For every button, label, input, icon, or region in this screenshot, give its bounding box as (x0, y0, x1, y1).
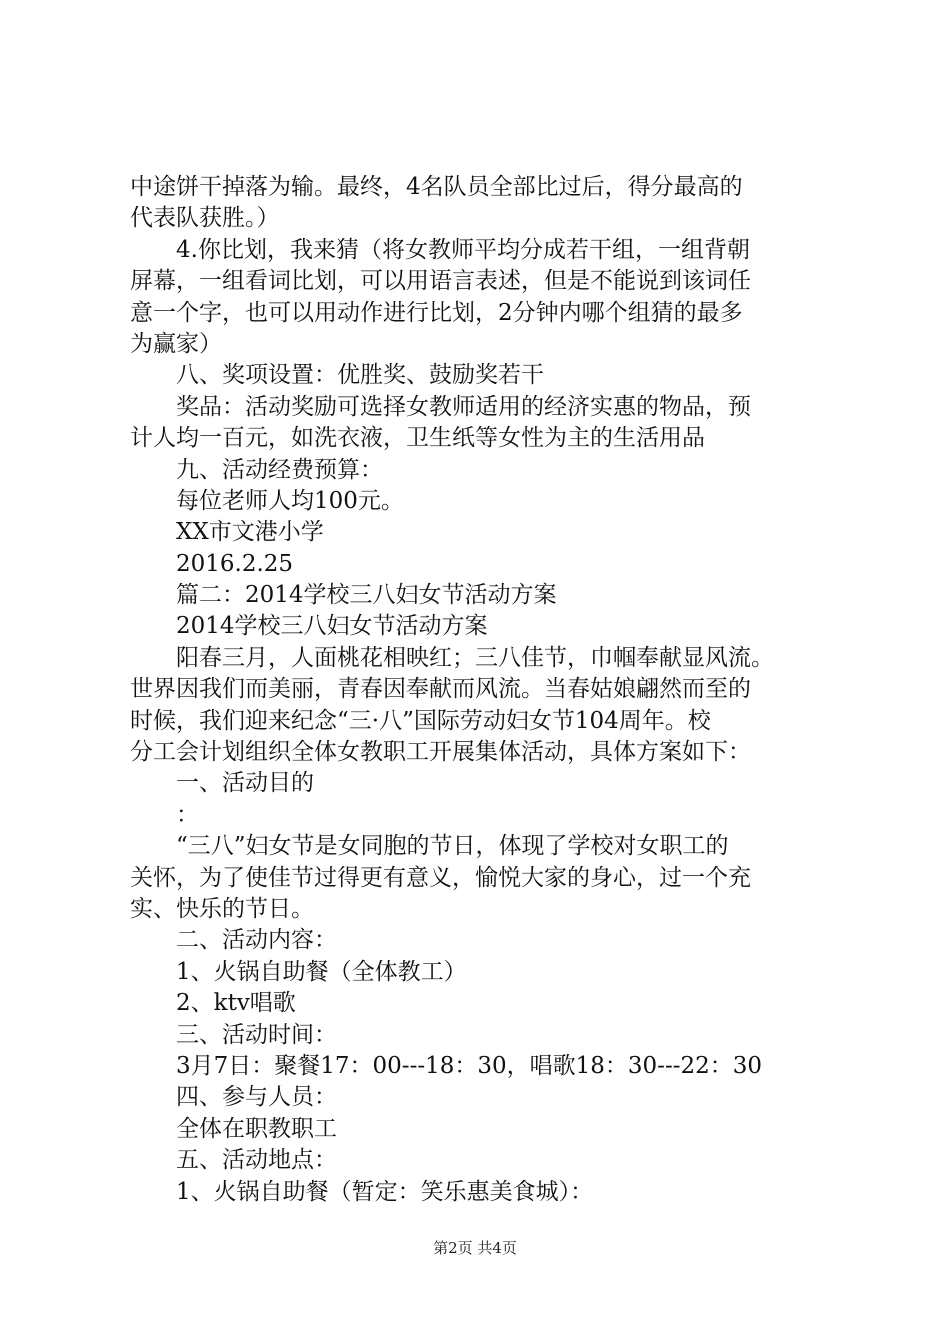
text-line: 分工会计划组织全体女教职工开展集体活动，具体方案如下： (130, 739, 751, 766)
text-line: 代表队获胜。） (130, 205, 280, 232)
text-line: 阳春三月，人面桃花相映红；三八佳节，巾帼奉献显风流。 (176, 644, 774, 671)
text-line: 中途饼干掉落为输。最终，4名队员全部比过后，得分最高的 (130, 174, 743, 200)
text-line: “三八”妇女节是女同胞的节日，体现了学校对女职工的 (176, 833, 729, 860)
text-line: 五、活动地点： (176, 1147, 337, 1174)
text-line: 二、活动内容： (176, 927, 337, 954)
document-body (130, 172, 830, 1208)
text-line: 篇二：2014学校三八妇女节活动方案 (176, 582, 557, 609)
page-footer: 第2页 共4页 (433, 1239, 517, 1257)
text-line: 为赢家） (130, 330, 222, 357)
text-line: 九、活动经费预算： (176, 456, 383, 483)
text-line: 屏幕，一组看词比划，可以用语言表述，但是不能说到该词任 (130, 268, 751, 295)
text-line: 每位老师人均100元。 (176, 487, 404, 514)
text-line: 2、ktv唱歌 (176, 990, 296, 1017)
text-line: 4.你比划，我来猜（将女教师平均分成若干组，一组背朝 (176, 236, 750, 263)
text-line: 八、奖项设置：优胜奖、鼓励奖若干 (176, 362, 544, 389)
text-line: 奖品：活动奖励可选择女教师适用的经济实惠的物品，预 (176, 393, 751, 420)
text-line: 意一个字，也可以用动作进行比划，2分钟内哪个组猜的最多 (130, 299, 743, 326)
text-line: ： (176, 801, 199, 828)
text-line: 关怀，为了使佳节过得更有意义，愉悦大家的身心，过一个充 (130, 864, 751, 891)
text-line: 一、活动目的 (176, 770, 314, 797)
text-line: 世界因我们而美丽，青春因奉献而风流。当春姑娘翩然而至的 (130, 676, 751, 703)
text-line: 2014学校三八妇女节活动方案 (176, 613, 488, 640)
text-line: 实、快乐的节日。 (130, 895, 314, 922)
text-line: 1、火锅自助餐（暂定：笑乐惠美食城）： (176, 1178, 594, 1205)
text-line: 全体在职教职工 (176, 1115, 337, 1142)
text-line: 2016.2.25 (176, 550, 294, 577)
text-line: 3月7日：聚餐17：00---18：30，唱歌18：30---22：30 (176, 1052, 763, 1079)
text-line: 1、火锅自助餐（全体教工） (176, 958, 467, 985)
text-line: 四、参与人员： (176, 1084, 337, 1111)
text-line: 时候，我们迎来纪念“三·八”国际劳动妇女节104周年。校 (130, 707, 711, 734)
text-line: 计人均一百元，如洗衣液，卫生纸等女性为主的生活用品 (130, 425, 705, 452)
text-line: 三、活动时间： (176, 1021, 337, 1048)
text-line: XX市文港小学 (176, 519, 324, 546)
